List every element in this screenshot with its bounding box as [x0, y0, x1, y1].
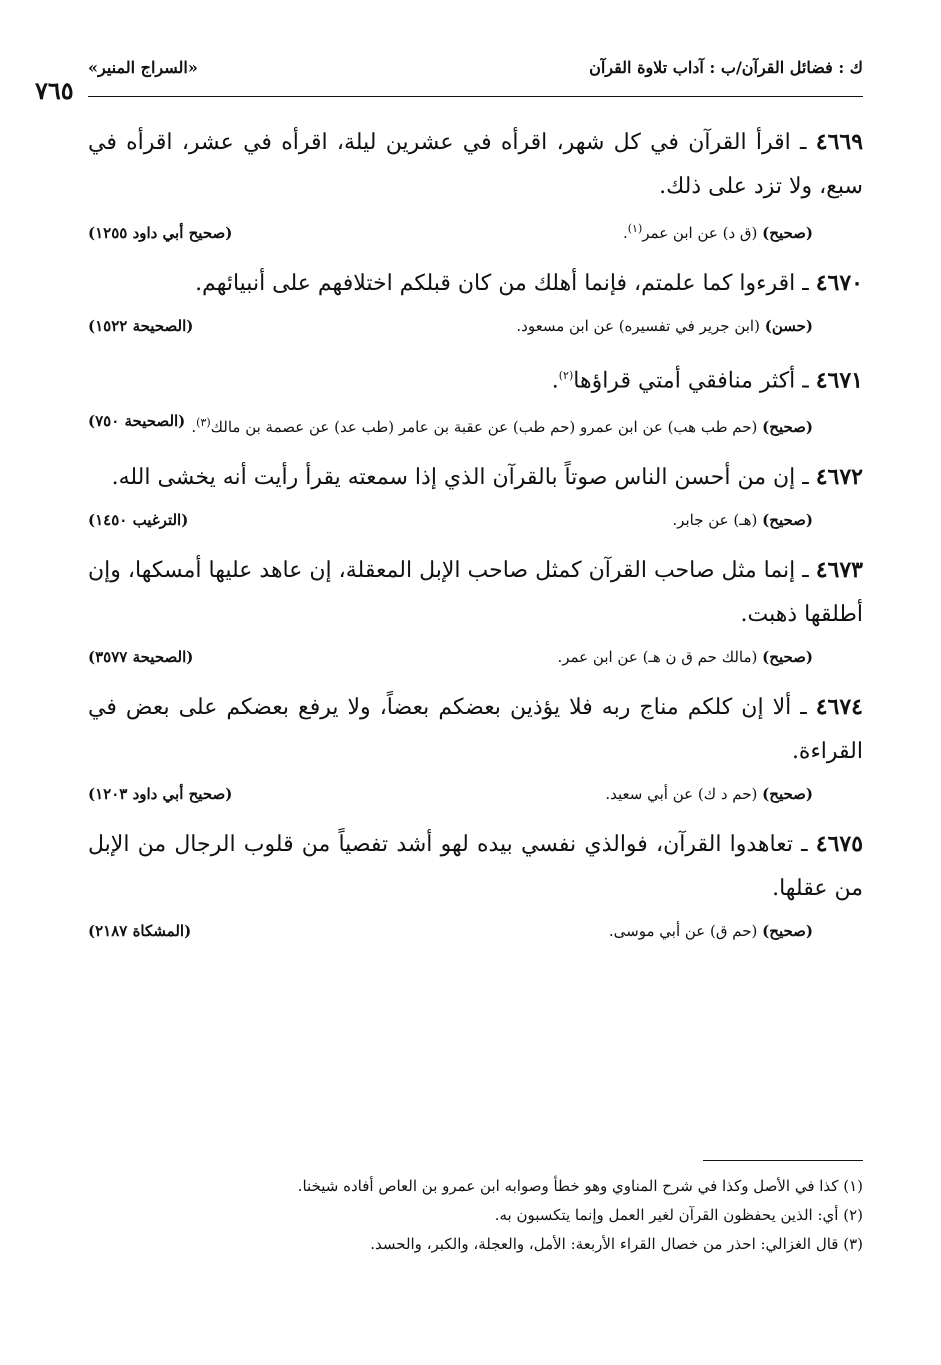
hadith-body: اقرأ القرآن في كل شهر، اقرأه في عشرين ليلة، اقرأه في عشر، اقرأه في سبع، ولا تزد على ذلك.: [88, 130, 863, 199]
hadith-body: إنما مثل صاحب القرآن كمثل صاحب الإبل المعقلة، إن عاهد عليها أمسكها، وإن أطلقها ذهبت.: [88, 558, 863, 628]
footnote-mark[interactable]: (١): [627, 222, 643, 235]
source-text: (هـ) عن جابر.: [672, 511, 758, 530]
source-end: .: [622, 224, 628, 242]
hadith-body: ألا إن كلكم مناج ربه فلا يؤذين بعضكم بعضاً، ولا يرفع بعضكم على بعض في القراءة.: [88, 695, 863, 765]
reference: (الصحيحة ١٥٢٢): [88, 317, 194, 335]
hadith-number: ٤٦٧٠: [815, 270, 863, 296]
hadith-text: ٤٦٧٤ ـ ألا إن كلكم مناج ربه فلا يؤذين بعضكم بعضاً، ولا يرفع بعضكم على بعض في القراءة.: [88, 694, 863, 765]
source-text: (ابن جرير في تفسيره) عن ابن مسعود.: [516, 317, 760, 335]
hadith-grade: (صحيح): [762, 922, 813, 941]
hadith-number: ٤٦٦٩: [815, 129, 864, 155]
page-number: ٧٦٥: [35, 76, 74, 105]
hadith-grade: (صحيح): [762, 511, 813, 530]
footnote-mark[interactable]: (٣): [196, 416, 211, 430]
hadith-list: [88, 120, 863, 959]
hadith-grade: (صحيح): [762, 785, 813, 804]
hadith-grade: (صحيح): [762, 224, 813, 242]
footnote-item: (٢) أي: الذين يحفظون القرآن لغير العمل وإنما يتكسبون به.: [494, 1206, 863, 1224]
hadith-source: [88, 409, 863, 441]
hadith-text: ٤٦٦٩ ـ اقرأ القرآن في كل شهر، اقرأه في عشرين ليلة، اقرأه في عشر، اقرأه في سبع، ولا تزد على ذلك.: [88, 129, 864, 199]
hadith-text: ٤٦٧٥ ـ تعاهدوا القرآن، فوالذي نفسي بيده لهو أشد تفصياً من قلوب الرجال من الإبل من عقلها.: [88, 831, 864, 902]
footnotes: [88, 1172, 863, 1259]
source-end: .: [191, 418, 197, 437]
hadith-text: ٤٦٧٣ ـ إنما مثل صاحب القرآن كمثل صاحب الإبل المعقلة، إن عاهد عليها أمسكها، وإن أطلقها ذهبت.: [88, 557, 863, 628]
footnote-mark[interactable]: (٢): [558, 369, 574, 382]
reference: (الصحيحة ٣٥٧٧): [88, 648, 194, 667]
footnote-item: (١) كذا في الأصل وكذا في شرح المناوي وهو خطأ وصوابه ابن عمرو بن العاص أفاده شيخنا.: [297, 1177, 863, 1195]
footnote-divider: [703, 1160, 863, 1161]
hadith-source: [88, 643, 863, 671]
hadith-text: ٤٦٧٠ ـ اقرءوا كما علمتم، فإنما أهلك من كان قبلكم اختلافهم على أنبيائهم.: [195, 270, 863, 296]
hadith-text: ٤٦٧٢ ـ إن من أحسن الناس صوتاً بالقرآن الذي إذا سمعته يقرأ رأيت أنه يخشى الله.: [111, 464, 863, 491]
source-text: (ق د) عن ابن عمر: [642, 224, 758, 242]
footnote-item: (٣) قال الغزالي: احذر من خصال القراء الأربعة: الأمل، والعجلة، والكبر، والحسد.: [370, 1235, 863, 1253]
reference: (صحيح أبي داود ١٢٠٣): [88, 785, 233, 804]
running-header: [88, 58, 863, 98]
hadith-grade: (صحيح): [762, 418, 813, 437]
hadith-source: [88, 506, 863, 534]
hadith-number: ٤٦٧٣: [815, 557, 863, 584]
hadith-grade: (حسن): [764, 317, 813, 335]
hadith-source: [88, 917, 863, 945]
reference: (الترغيب ١٤٥٠): [88, 511, 189, 530]
hadith-number: ٤٦٧٥: [815, 831, 864, 858]
hadith-number: ٤٦٧٤: [815, 694, 863, 721]
hadith-body: تعاهدوا القرآن، فوالذي نفسي بيده لهو أشد تفصياً من قلوب الرجال من الإبل من عقلها.: [88, 832, 863, 902]
hadith-grade: (صحيح): [762, 648, 813, 667]
hadith-source: [88, 312, 863, 340]
hadith-number: ٤٦٧١: [815, 367, 863, 394]
hadith-body-end: .: [551, 368, 559, 394]
hadith-source: [88, 215, 863, 247]
hadith-body: إن من أحسن الناس صوتاً بالقرآن الذي إذا سمعته يقرأ رأيت أنه يخشى الله.: [111, 465, 796, 491]
book-title: «السراج المنير»: [88, 58, 198, 77]
reference: (الصحيحة ٧٥٠): [88, 412, 186, 431]
source-text: (حم طب هب) عن ابن عمرو (حم طب) عن عقبة بن عامر (طب عد) عن عصمة بن مالك: [210, 418, 758, 437]
reference: (المشكاة ٢١٨٧): [88, 922, 192, 941]
reference: (صحيح أبي داود ١٢٥٥): [88, 224, 233, 242]
hadith-source: [88, 780, 863, 808]
hadith-text: ٤٦٧١ ـ أكثر منافقي أمتي قراؤها$^{(٢)}$.: [551, 367, 863, 394]
source-text: (مالك حم ق ن هـ) عن ابن عمر.: [557, 648, 758, 667]
chapter-title: ك : فضائل القرآن/ب : آداب تلاوة القرآن: [589, 58, 863, 77]
hadith-body: اقرءوا كما علمتم، فإنما أهلك من كان قبلكم اختلافهم على أنبيائهم.: [195, 271, 796, 296]
source-text: (حم ق) عن أبي موسى.: [608, 922, 758, 941]
hadith-number: ٤٦٧٢: [815, 464, 863, 491]
source-text: (حم د ك) عن أبي سعيد.: [605, 785, 758, 804]
header-divider: [88, 96, 863, 97]
hadith-body: أكثر منافقي أمتي قراؤها: [573, 368, 796, 394]
